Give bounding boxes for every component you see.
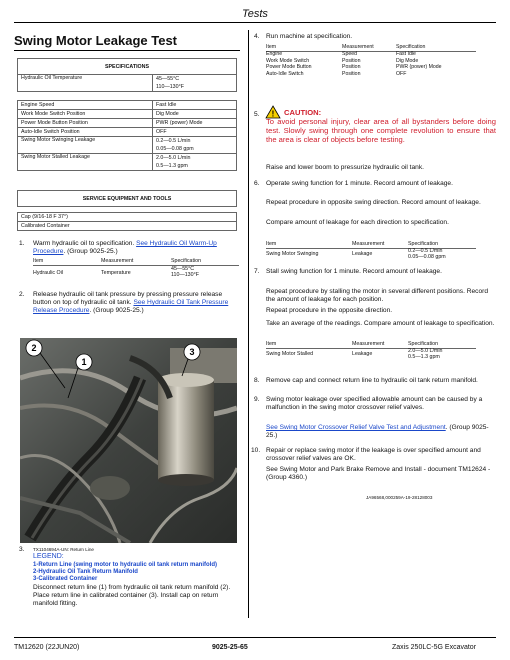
spec-label: Auto-Idle Switch Position — [18, 128, 153, 137]
step-number: 7. — [254, 268, 260, 275]
caution-label: CAUTION: — [284, 108, 322, 117]
spec-value: 2.0—5.0 L/min 0.5—1.3 gpm — [153, 154, 237, 171]
step-6-paragraph: Compare amount of leakage for each direction to specification. — [266, 219, 449, 226]
step-10-text: Repair or replace swing motor if the leakage is over specified amount and crossover relief valves are OK. — [266, 447, 481, 462]
spec-label: Swing Motor Swinging Leakage — [18, 137, 153, 154]
step-9-link-line: See Swing Motor Crossover Relief Valve Test and Adjustment. (Group 9025-25.) — [266, 424, 489, 439]
step-8-text: Remove cap and connect return line to hydraulic oil tank return manifold. — [266, 377, 478, 384]
step-7-paragraph: Repeat procedure in the opposite direction. — [266, 307, 393, 314]
step-number: 2. — [19, 291, 25, 298]
page-title: Swing Motor Leakage Test — [14, 33, 178, 48]
callout-3: 3 — [189, 347, 195, 357]
spec-value: OFF — [153, 128, 237, 137]
step-6-paragraph: Repeat procedure in opposite swing direction. Record amount of leakage. — [266, 199, 481, 206]
step-number: 6. — [254, 180, 260, 187]
footer-rule — [14, 637, 496, 638]
footer-doc-id: TM12620 (22JUN20) — [14, 644, 80, 651]
step-number: 1. — [19, 240, 25, 247]
step-3-text: Disconnect return line (1) from hydraulic oil tank return manifold (2). Place return line in calibrated container (3). Install cap on return manifold fitting. — [33, 584, 231, 607]
spec-value: 45—55°C 110—130°F — [153, 75, 237, 92]
step-10-paragraph: See Swing Motor and Park Brake Remove and Install - document TM12624 - (Group 4360.) — [266, 466, 491, 481]
header-rule — [14, 22, 496, 23]
pressure-release-procedure-link[interactable]: See Hydraulic Oil Tank Pressure Release Procedure — [33, 299, 229, 314]
step-4-text: Run machine at specification. — [266, 33, 353, 40]
spec-heading: SPECIFICATIONS — [18, 59, 237, 75]
equipment-heading: SERVICE EQUIPMENT AND TOOLS — [18, 191, 237, 207]
step-1-table: Item Measurement Specification Hydraulic Oil Temperature 45—55°C 110—130°F — [33, 258, 202, 278]
step-1-text: Warm hydraulic oil to specification. See Hydraulic Oil Warm-Up Procedure. (Group 9025-25.) — [33, 240, 217, 255]
photo-caption: TX1104694A-UN: Return Line — [33, 547, 94, 552]
step-number: 3. — [19, 546, 25, 553]
footer-machine: Zaxis 250LC-5G Excavator — [392, 644, 477, 651]
step-7-paragraph: Repeat procedure by stalling the motor in several different positions. Record the amount of leakage for each position. — [266, 288, 488, 303]
legend-item: 3-Calibrated Container — [33, 576, 98, 582]
legend-item: 2-Hydraulic Oil Tank Return Manifold — [33, 569, 138, 575]
step-6-text: Operate swing function for 1 minute. Record amount of leakage. — [266, 180, 453, 187]
section-header: Tests — [242, 8, 268, 20]
step-9-text: Swing motor leakage over specified allowable amount can be caused by a malfunction in the swing motor crossover relief valves. — [266, 396, 483, 411]
spec-label: Engine Speed — [18, 101, 153, 110]
spec-value: Fast Idle — [153, 101, 237, 110]
page-number: 9025-25-65 — [212, 644, 248, 651]
callout-1: 1 — [81, 357, 87, 367]
step-6-table: Item Measurement Specification Swing Motor Swinging Leakage 0.2—0.5 L/min 0.05—0.08 gpm — [266, 241, 446, 260]
step-7-paragraph: Take an average of the readings. Compare amount of leakage to specification. — [266, 320, 495, 327]
step-4-table: Item Measurement Specification Engine Speed Fast Idle Work Mode Switch Position Dig Mode Power Mode Button Position PWR (power) Mode Auto-Idle Switch Position OFF — [266, 44, 442, 77]
step-7-table: Item Measurement Specification Swing Motor Stalled Leakage 2.0—5.0 L/min 0.5—1.3 gpm — [266, 341, 443, 360]
return-line-photo — [20, 338, 237, 543]
step-number: 10. — [251, 447, 261, 454]
caution-text: To avoid personal injury, clear area of all bystanders before doing test. Slowly swing through one complete revolution to ensure that the area is clear of objects before testing. — [266, 117, 496, 144]
reference-code: JA96568,000259A-19-28128003 — [366, 495, 433, 500]
spec-value: Dig Mode — [153, 110, 237, 119]
spec-label: Power Mode Button Position — [18, 119, 153, 128]
svg-text:!: ! — [271, 109, 275, 119]
step-5-text: Raise and lower boom to pressurize hydraulic oil tank. — [266, 164, 424, 171]
spec-value: PWR (power) Mode — [153, 119, 237, 128]
spec-label: Hydraulic Oil Temperature — [18, 75, 153, 92]
step-number: 9. — [254, 396, 260, 403]
return-line-photo-graphic — [20, 338, 237, 543]
crossover-relief-valve-link[interactable]: See Swing Motor Crossover Relief Valve Test and Adjustment — [266, 424, 446, 431]
legend-item: 1-Return Line (swing motor to hydraulic oil tank return manifold) — [33, 562, 218, 568]
step-number: 8. — [254, 377, 260, 384]
step-number: 4. — [254, 33, 260, 40]
column-divider — [248, 30, 249, 618]
equipment-table — [17, 190, 237, 231]
spec-label: Work Mode Switch Position — [18, 110, 153, 119]
step-7-text: Stall swing function for 1 minute. Record amount of leakage. — [266, 268, 442, 275]
equipment-item: Calibrated Container — [18, 222, 237, 231]
equipment-item: Cap (9/16-18 F 37°) — [18, 213, 237, 222]
specifications-table — [17, 58, 237, 171]
title-rule — [14, 50, 240, 51]
warm-up-procedure-link[interactable]: See Hydraulic Oil Warm-Up Procedure — [33, 240, 217, 255]
spec-value: 0.2—0.5 L/min 0.05—0.08 gpm — [153, 137, 237, 154]
step-2-text: Release hydraulic oil tank pressure by pressing pressure release button on top of hydraulic oil tank. See Hydraulic Oil Tank Pressure Release Procedure. (Group 9025-25.) — [33, 291, 229, 314]
callout-2: 2 — [31, 343, 37, 353]
step-number: 5. — [254, 111, 260, 118]
spec-label: Swing Motor Stalled Leakage — [18, 154, 153, 171]
legend-title: LEGEND: — [33, 553, 64, 560]
